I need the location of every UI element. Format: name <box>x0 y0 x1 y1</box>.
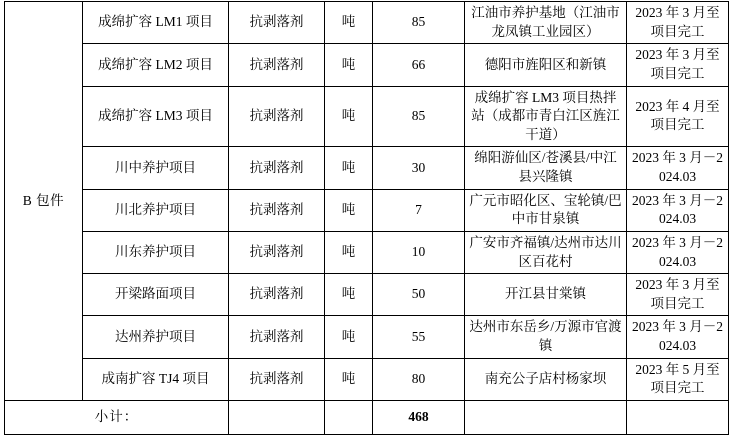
unit-cell: 吨 <box>325 189 373 231</box>
location-cell: 达州市东岳乡/万源市官渡镇 <box>465 316 627 358</box>
material-cell: 抗剥落剂 <box>229 274 325 316</box>
location-cell: 绵阳游仙区/苍溪县/中江县兴隆镇 <box>465 147 627 189</box>
subtotal-row <box>5 400 729 434</box>
table-row <box>5 2 729 44</box>
location-cell: 开江县甘棠镇 <box>465 274 627 316</box>
quantity-cell: 10 <box>373 231 465 273</box>
project-cell: 成绵扩容 LM1 项目 <box>83 2 229 44</box>
material-cell: 抗剥落剂 <box>229 189 325 231</box>
material-cell: 抗剥落剂 <box>229 86 325 147</box>
project-cell: 川北养护项目 <box>83 189 229 231</box>
project-cell: 川中养护项目 <box>83 147 229 189</box>
subtotal-unit-cell <box>325 400 373 434</box>
table-row <box>5 147 729 189</box>
project-cell: 开梁路面项目 <box>83 274 229 316</box>
material-cell: 抗剥落剂 <box>229 2 325 44</box>
table-row <box>5 274 729 316</box>
unit-cell: 吨 <box>325 358 373 400</box>
unit-cell: 吨 <box>325 231 373 273</box>
unit-cell: 吨 <box>325 44 373 86</box>
table-row <box>5 316 729 358</box>
quantity-cell: 7 <box>373 189 465 231</box>
period-cell: 2023 年 3 月－2024.03 <box>627 231 729 273</box>
package-cell: B 包件 <box>5 2 83 401</box>
table-row <box>5 86 729 147</box>
table-row <box>5 189 729 231</box>
project-cell: 成南扩容 TJ4 项目 <box>83 358 229 400</box>
project-cell: 川东养护项目 <box>83 231 229 273</box>
quantity-cell: 50 <box>373 274 465 316</box>
unit-cell: 吨 <box>325 2 373 44</box>
period-cell: 2023 年 3 月至项目完工 <box>627 2 729 44</box>
location-cell: 广安市齐福镇/达州市达川区百花村 <box>465 231 627 273</box>
quantity-cell: 85 <box>373 2 465 44</box>
materials-table <box>4 1 729 435</box>
material-cell: 抗剥落剂 <box>229 231 325 273</box>
quantity-cell: 30 <box>373 147 465 189</box>
material-cell: 抗剥落剂 <box>229 147 325 189</box>
quantity-cell: 85 <box>373 86 465 147</box>
subtotal-quantity-cell: 468 <box>373 400 465 434</box>
unit-cell: 吨 <box>325 316 373 358</box>
document-page <box>0 1 731 425</box>
material-cell: 抗剥落剂 <box>229 316 325 358</box>
quantity-cell: 55 <box>373 316 465 358</box>
project-cell: 达州养护项目 <box>83 316 229 358</box>
subtotal-label: 小计： <box>5 400 229 434</box>
table-row <box>5 44 729 86</box>
table-row <box>5 231 729 273</box>
unit-cell: 吨 <box>325 274 373 316</box>
period-cell: 2023 年 5 月至项目完工 <box>627 358 729 400</box>
period-cell: 2023 年 3 月－2024.03 <box>627 147 729 189</box>
project-cell: 成绵扩容 LM2 项目 <box>83 44 229 86</box>
subtotal-material-cell <box>229 400 325 434</box>
location-cell: 广元市昭化区、宝轮镇/巴中市甘泉镇 <box>465 189 627 231</box>
unit-cell: 吨 <box>325 147 373 189</box>
location-cell: 成绵扩容 LM3 项目热拌站（成都市青白江区旌江干道） <box>465 86 627 147</box>
project-cell: 成绵扩容 LM3 项目 <box>83 86 229 147</box>
unit-cell: 吨 <box>325 86 373 147</box>
period-cell: 2023 年 3 月－2024.03 <box>627 189 729 231</box>
period-cell: 2023 年 3 月至项目完工 <box>627 274 729 316</box>
quantity-cell: 80 <box>373 358 465 400</box>
material-cell: 抗剥落剂 <box>229 44 325 86</box>
quantity-cell: 66 <box>373 44 465 86</box>
location-cell: 德阳市旌阳区和新镇 <box>465 44 627 86</box>
table-row <box>5 358 729 400</box>
subtotal-period-cell <box>627 400 729 434</box>
period-cell: 2023 年 3 月至项目完工 <box>627 44 729 86</box>
material-cell: 抗剥落剂 <box>229 358 325 400</box>
period-cell: 2023 年 4 月至项目完工 <box>627 86 729 147</box>
subtotal-location-cell <box>465 400 627 434</box>
period-cell: 2023 年 3 月－2024.03 <box>627 316 729 358</box>
location-cell: 南充公子店村杨家坝 <box>465 358 627 400</box>
location-cell: 江油市养护基地（江油市龙凤镇工业园区） <box>465 2 627 44</box>
